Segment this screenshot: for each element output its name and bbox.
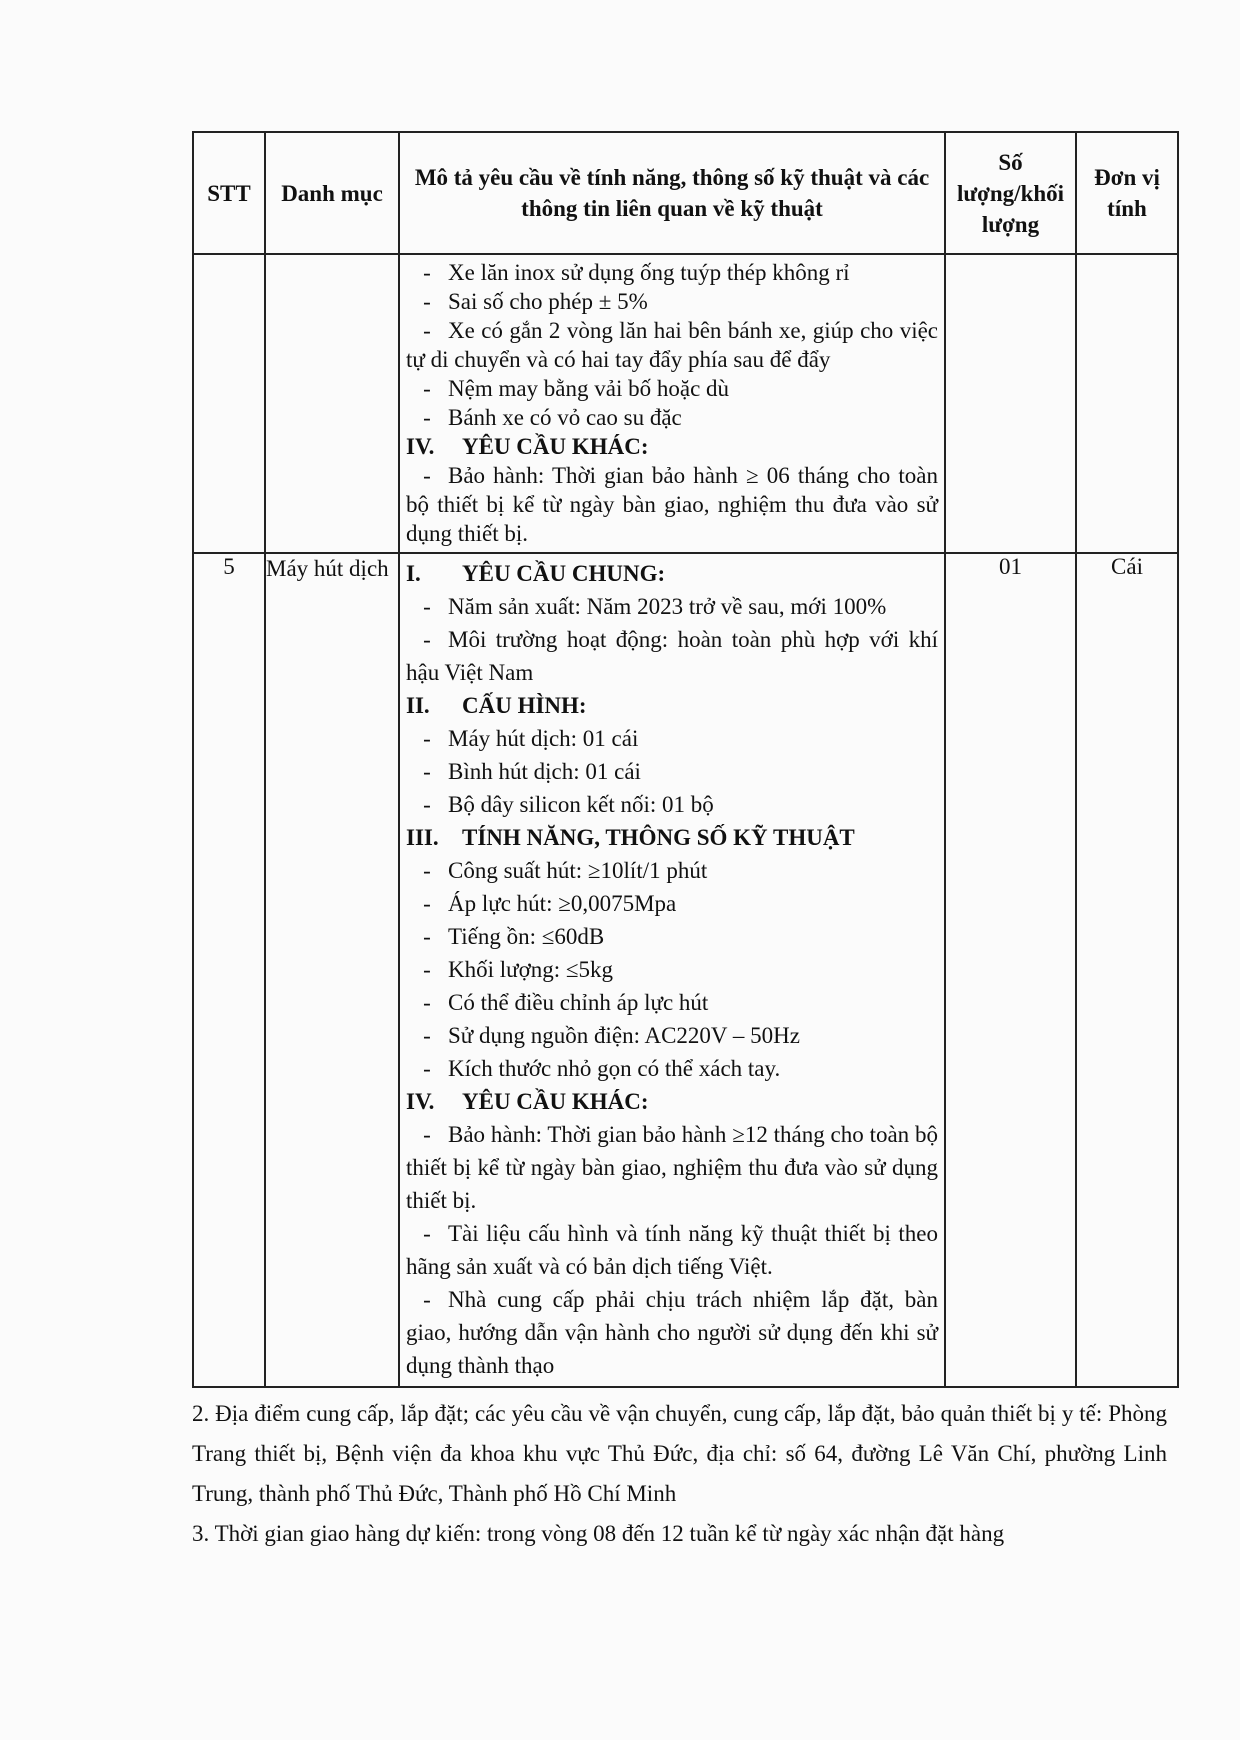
paragraph-delivery-location: 2. Địa điểm cung cấp, lắp đặt; các yêu cầu về vận chuyển, cung cấp, lắp đặt, bảo quản thiết bị y tế: Phòng Trang thiết bị, Bệnh viện đa khoa khu vực Thủ Đức, địa chỉ: số 64, đường Lê Văn Chí, phường Linh Trung, thành phố Thủ Đức, Thành phố Hồ Chí Minh (192, 1401, 1167, 1506)
list-item: - Bình hút dịch: 01 cái (423, 759, 641, 784)
list-item: - Có thể điều chỉnh áp lực hút (423, 990, 709, 1015)
section-heading: II. CẤU HÌNH: (406, 693, 587, 718)
list-item: - Sử dụng nguồn điện: AC220V – 50Hz (423, 1023, 800, 1048)
spec-table (192, 131, 1179, 1388)
section-heading: IV. YÊU CẦU KHÁC: (406, 434, 649, 459)
section-heading: III. TÍNH NĂNG, THÔNG SỐ KỸ THUẬT (406, 825, 855, 850)
table-row (193, 553, 1178, 1387)
list-item: - Tài liệu cấu hình và tính năng kỹ thuật thiết bị theo hãng sản xuất và có bản dịch tiếng Việt. (406, 1221, 938, 1279)
list-item: - Xe có gắn 2 vòng lăn hai bên bánh xe, giúp cho việc tự di chuyển và có hai tay đẩy phía sau để đẩy (406, 318, 938, 372)
row2-danh-muc: Máy hút dịch (265, 553, 399, 1387)
list-item: - Bảo hành: Thời gian bảo hành ≥ 06 tháng cho toàn bộ thiết bị kể từ ngày bàn giao, nghiệm thu đưa vào sử dụng thiết bị. (406, 463, 938, 546)
header-mo-ta: Mô tả yêu cầu về tính năng, thông số kỹ thuật và các thông tin liên quan về kỹ thuật (399, 132, 945, 254)
header-don-vi: Đơn vị tính (1076, 132, 1178, 254)
list-item: - Bánh xe có vỏ cao su đặc (423, 405, 682, 430)
row1-stt (193, 254, 265, 553)
row2-so-luong: 01 (945, 553, 1076, 1387)
list-item: - Sai số cho phép ± 5% (423, 289, 648, 314)
list-item: - Máy hút dịch: 01 cái (423, 726, 639, 751)
header-so-luong: Số lượng/khối lượng (945, 132, 1076, 254)
section-heading: I. YÊU CẦU CHUNG: (406, 561, 666, 586)
list-item: - Môi trường hoạt động: hoàn toàn phù hợp với khí hậu Việt Nam (406, 627, 938, 685)
list-item: - Xe lăn inox sử dụng ống tuýp thép không rỉ (423, 260, 850, 285)
list-item: - Áp lực hút: ≥0,0075Mpa (423, 891, 677, 916)
row1-description (399, 254, 945, 553)
row2-stt: 5 (193, 553, 265, 1387)
row2-don-vi: Cái (1076, 553, 1178, 1387)
list-item: - Công suất hút: ≥10lít/1 phút (423, 858, 708, 883)
list-item: - Nệm may bằng vải bố hoặc dù (423, 376, 730, 401)
list-item: - Khối lượng: ≤5kg (423, 957, 614, 982)
paragraph-delivery-time: 3. Thời gian giao hàng dự kiến: trong vòng 08 đến 12 tuần kể từ ngày xác nhận đặt hàng (192, 1521, 1005, 1546)
footer-text (192, 1394, 1167, 1554)
list-item: - Tiếng ồn: ≤60dB (423, 924, 605, 949)
list-item: - Bảo hành: Thời gian bảo hành ≥12 tháng cho toàn bộ thiết bị kể từ ngày bàn giao, nghiệm thu đưa vào sử dụng thiết bị. (406, 1122, 938, 1213)
list-item: - Bộ dây silicon kết nối: 01 bộ (423, 792, 714, 817)
table-header-row (193, 132, 1178, 254)
header-stt: STT (193, 132, 265, 254)
header-danh-muc: Danh mục (265, 132, 399, 254)
list-item: - Kích thước nhỏ gọn có thể xách tay. (423, 1056, 781, 1081)
row1-don-vi (1076, 254, 1178, 553)
row1-danh-muc (265, 254, 399, 553)
row1-so-luong (945, 254, 1076, 553)
list-item: - Nhà cung cấp phải chịu trách nhiệm lắp đặt, bàn giao, hướng dẫn vận hành cho người sử dụng đến khi sử dụng thành thạo (406, 1287, 938, 1378)
row2-description (399, 553, 945, 1387)
table-row (193, 254, 1178, 553)
list-item: - Năm sản xuất: Năm 2023 trở về sau, mới 100% (423, 594, 887, 619)
section-heading: IV. YÊU CẦU KHÁC: (406, 1089, 649, 1114)
